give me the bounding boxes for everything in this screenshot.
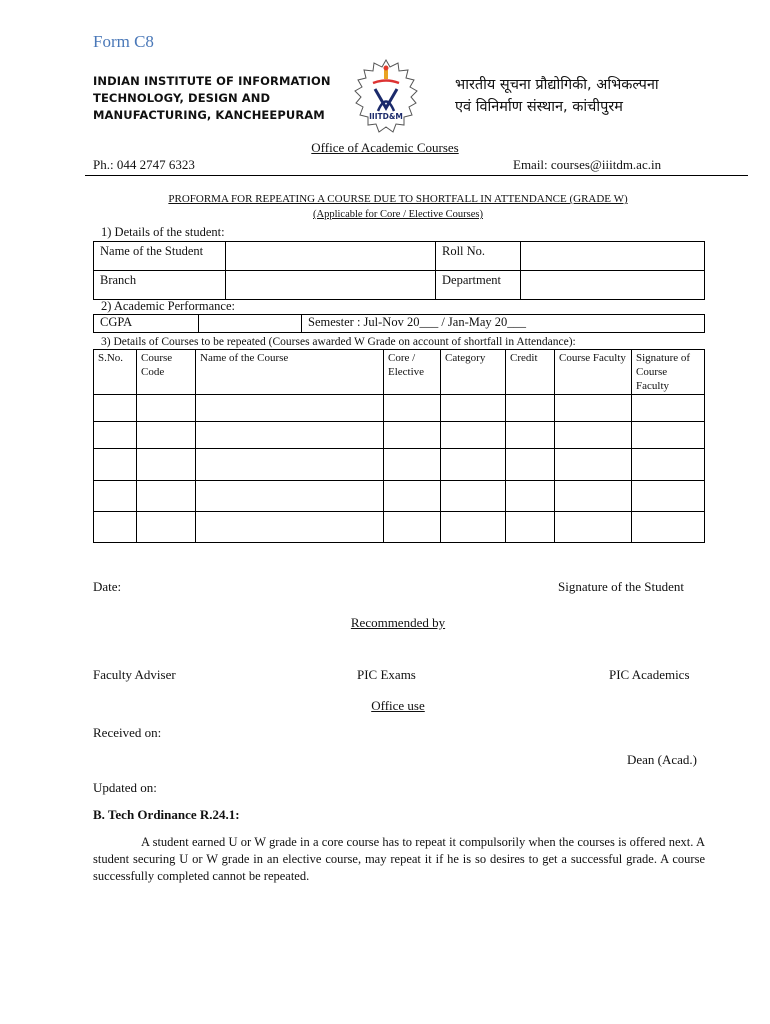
courses-table [93,349,705,543]
cgpa-label: CGPA [94,315,199,333]
column-header: Category [441,350,506,395]
roll-field[interactable] [521,242,705,271]
pic-exams-label: PIC Exams [357,667,416,682]
column-header: Course Faculty [555,350,632,395]
section-heading: 1) Details of the student: [101,225,225,239]
table-row [94,449,705,481]
institute-name-english [93,73,331,124]
section-heading: 3) Details of Courses to be repeated (Courses awarded W Grade on account of shortfall in Attendance): [101,336,576,348]
institute-name-hindi [455,74,659,118]
institute-name-line: INDIAN INSTITUTE OF INFORMATION [93,74,331,88]
department-label: Department [436,271,521,300]
institute-logo [340,56,432,144]
branch-field[interactable] [226,271,436,300]
table-row [94,481,705,512]
column-header: Name of the Course [196,350,384,395]
branch-label: Branch [94,271,226,300]
proforma-subtitle: (Applicable for Core / Elective Courses) [313,209,483,220]
phone-number: Ph.: 044 2747 6323 [93,157,195,172]
column-header: Core / Elective [384,350,441,395]
table-row [94,395,705,422]
office-use-label: Office use [371,698,425,713]
name-label: Name of the Student [94,242,226,271]
pic-academics-label: PIC Academics [609,667,690,682]
form-id: Form C8 [93,32,154,51]
column-header: Signature of Course Faculty [632,350,705,395]
institute-name-line: TECHNOLOGY, DESIGN AND [93,91,271,105]
academic-performance-table [93,314,705,333]
office-title: Office of Academic Courses [311,140,459,155]
student-signature-label: Signature of the Student [558,579,685,594]
table-row [94,512,705,543]
received-on-label: Received on: [93,725,162,740]
column-header: S.No. [94,350,137,395]
section-heading: 2) Academic Performance: [101,299,235,313]
header-divider [85,175,748,176]
roll-label: Roll No. [436,242,521,271]
recommended-by-label: Recommended by [350,615,446,630]
column-header: Course Code [137,350,196,395]
department-field[interactable] [521,271,705,300]
column-header: Credit [506,350,555,395]
ordinance-title: B. Tech Ordinance R.24.1: [93,807,240,822]
table-row [94,422,705,449]
dean-label: Dean (Acad.) [627,752,698,767]
date-label: Date: [93,579,122,594]
semester-label[interactable]: Semester : Jul-Nov 20___ / Jan-May 20___ [302,315,705,333]
institute-name-line: MANUFACTURING, KANCHEEPURAM [93,108,325,122]
institute-name-hindi-line: एवं विनिर्माण संस्थान, कांचीपुरम [455,99,623,115]
student-details-table [93,241,705,300]
faculty-adviser-label: Faculty Adviser [93,667,176,682]
ordinance-text: A student earned U or W grade in a core course has to repeat it compulsorily when the courses is offered next. A student securing U or W grade in an elective course, may repeat it if he is so desires to get a successful grade. A course successfully completed cannot be repeated. [93,835,705,883]
email-address: Email: courses@iiitdm.ac.in [513,157,662,172]
name-field[interactable] [226,242,436,271]
logo-text: IIITD&M [369,112,403,121]
cgpa-field[interactable] [199,315,302,333]
institute-name-hindi-line: भारतीय सूचना प्रौद्योगिकी, अभिकल्पना [455,77,659,93]
updated-on-label: Updated on: [93,780,157,795]
proforma-title: PROFORMA FOR REPEATING A COURSE DUE TO SHORTFALL IN ATTENDANCE (GRADE W) [168,193,628,205]
